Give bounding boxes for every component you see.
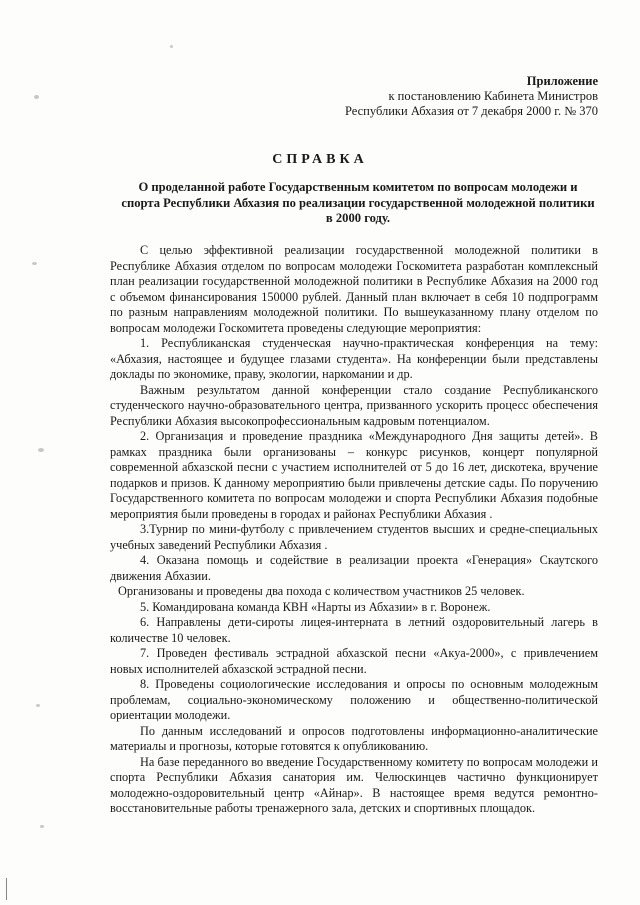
body-paragraph: По данным исследований и опросов подготовлены информационно-аналитические материалы и прогнозы, которые готовятся к опубликованию.: [110, 723, 598, 753]
body-paragraph: 2. Организация и проведение праздника «Международного Дня защиты детей». В рамках праздника были организованы – конкурс рисунков, концерт популярной современной абхазской песни с участием исполнителей от 5 до 16 лет, дискотека, вручение подарков и призов. К данному мероприятию были привлечены детские сады. По поручению Государственного комитета по вопросам молодежи и спорта Республики Абхазия подобные мероприятия были проведены в городах и районах Республики Абхазия .: [110, 429, 598, 521]
document-body: [110, 243, 598, 817]
appendix-block: [345, 74, 598, 119]
body-paragraph: 8. Проведены социологические исследования и опросы по основным молодежным проблемам, социально-экономическому положению и общественно-политической ориентации молодежи.: [110, 677, 598, 722]
body-paragraph: 1. Республиканская студенческая научно-практическая конференция на тему: «Абхазия, настоящее и будущее глазами студента». На конференции были представлены доклады по экономике, праву, экологии, наркомании и др.: [110, 336, 598, 381]
scan-edge-mark: [6, 878, 7, 900]
scan-speck: [170, 45, 173, 48]
scan-speck: [34, 95, 39, 99]
body-paragraph: 3.Турнир по мини-футболу с привлечением студентов высших и средне-специальных учебных заведений Республики Абхазия .: [110, 522, 598, 552]
scan-speck: [38, 448, 44, 452]
body-paragraph: Организованы и проведены два похода с количеством участников 25 человек.: [118, 584, 525, 598]
document-heading: СПРАВКА: [272, 152, 368, 167]
scan-speck: [36, 704, 40, 707]
body-paragraph: Важным результатом данной конференции стало создание Республиканского студенческого научно-образовательного центра, призванного ускорить процесс обеспечения Республики Абхазия высокопрофессиональным кадровым потенциалом.: [110, 382, 598, 428]
document-subtitle: О проделанной работе Государственным комитетом по вопросам молодежи и спорта Республики Абхазия по реализации государственной молодежной политики в 2000 году.: [121, 180, 595, 225]
scan-speck: [40, 825, 44, 828]
appendix-line: Республики Абхазия от 7 декабря 2000 г. № 370: [344, 104, 598, 118]
body-paragraph: На базе переданного во введение Государственному комитету по вопросам молодежи и спорта Республики Абхазия санатория им. Челюскинцев частично функционирует молодежно-оздоровительный центр «Айнар». В настоящее время ведутся ремонтно-восстановительные работы тренажерного зала, детских и спортивных площадок.: [110, 754, 598, 815]
appendix-title: Приложение: [526, 74, 598, 88]
body-paragraph: 4. Оказана помощь и содействие в реализации проекта «Генерация» Скаутского движения Абхазии.: [110, 553, 598, 583]
body-paragraph: 5. Командирована команда КВН «Нарты из Абхазии» в г. Воронеж.: [140, 599, 491, 614]
body-paragraph: 6. Направлены дети-сироты лицея-интерната в летний оздоровительный лагерь в количестве 10 человек.: [110, 615, 598, 645]
appendix-line: к постановлению Кабинета Министров: [388, 89, 598, 103]
body-paragraph: С целью эффективной реализации государственной молодежной политики в Республике Абхазия отделом по вопросам молодежи Госкомитета разработан комплексный план реализации государственной молодежной политики в Республике Абхазия на 2000 год с объемом финансирования 150000 рублей. Данный план включает в себя 10 подпрограмм по разным направлениям молодежной политики. По вышеуказанному плану отделом по вопросам молодежи Госкомитета проведены следующие мероприятия:: [110, 243, 598, 335]
body-paragraph: 7. Проведен фестиваль эстрадной абхазской песни «Акуа-2000», с привлечением новых исполнителей абхазской эстрадной песни.: [110, 646, 598, 676]
scan-speck: [32, 262, 37, 265]
